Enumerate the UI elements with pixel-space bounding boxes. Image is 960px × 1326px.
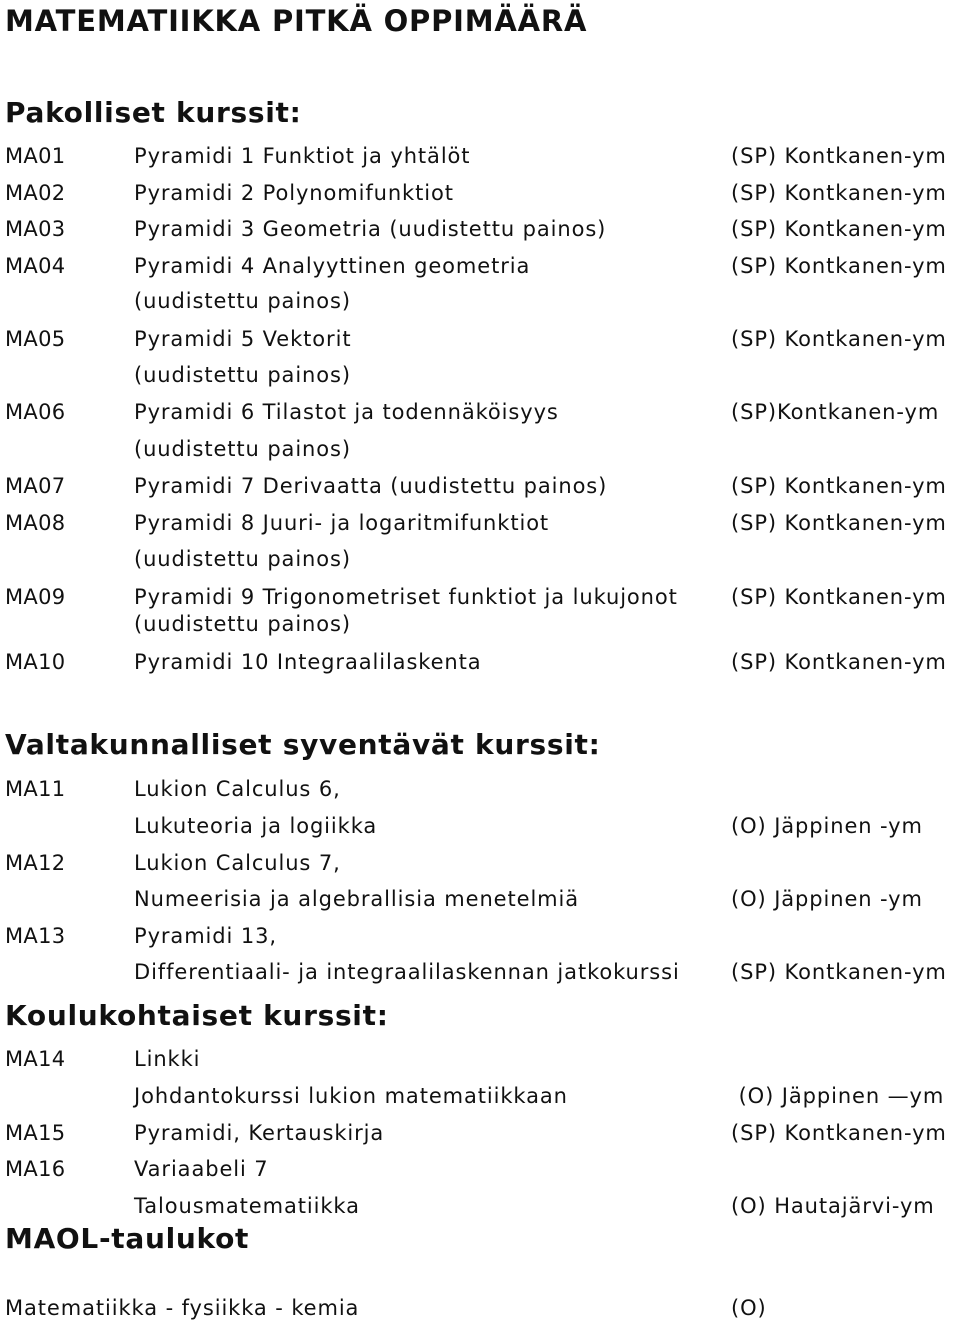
course-row-ma14-line2 <box>0 1083 960 1113</box>
course-publisher: (SP) Kontkanen-ym <box>731 474 947 498</box>
course-row-ma10 <box>0 649 960 679</box>
course-subtitle: Differentiaali- ja integraalilaskennan jatkokurssi <box>134 960 680 984</box>
course-subtitle: Johdantokurssi lukion matematiikkaan <box>134 1084 568 1108</box>
course-title: Pyramidi 10 Integraalilaskenta <box>134 650 482 674</box>
page-title: MATEMATIIKKA PITKÄ OPPIMÄÄRÄ <box>5 4 588 38</box>
course-publisher: (SP) Kontkanen-ym <box>731 254 947 278</box>
course-code: MA11 <box>5 777 66 801</box>
course-row-maol <box>0 1295 960 1325</box>
course-continuation: (uudistettu painos) <box>134 612 351 636</box>
course-subtitle: Talousmatematiikka <box>134 1194 360 1218</box>
course-row-ma11 <box>0 776 960 806</box>
course-title: Pyramidi, Kertauskirja <box>134 1121 385 1145</box>
course-code: MA07 <box>5 474 66 498</box>
course-row-ma06 <box>0 399 960 429</box>
course-publisher: (SP)Kontkanen-ym <box>731 400 940 424</box>
course-title: Pyramidi 6 Tilastot ja todennäköisyys <box>134 400 559 424</box>
course-code: MA05 <box>5 327 66 351</box>
course-code: MA09 <box>5 585 66 609</box>
course-publisher: (SP) Kontkanen-ym <box>731 217 947 241</box>
course-publisher: (O) Jäppinen -ym <box>731 814 923 838</box>
course-code: MA14 <box>5 1047 66 1071</box>
course-code: MA02 <box>5 181 66 205</box>
course-publisher: (SP) Kontkanen-ym <box>731 144 947 168</box>
section-heading-valtakunnalliset: Valtakunnalliset syventävät kurssit: <box>5 728 601 761</box>
course-publisher: (SP) Kontkanen-ym <box>731 585 947 609</box>
course-publisher: (SP) Kontkanen-ym <box>731 650 947 674</box>
course-title: Pyramidi 7 Derivaatta (uudistettu painos) <box>134 474 608 498</box>
course-title: Pyramidi 3 Geometria (uudistettu painos) <box>134 217 607 241</box>
course-continuation: (uudistettu painos) <box>134 437 351 461</box>
course-row-ma01 <box>0 143 960 173</box>
course-code: MA15 <box>5 1121 66 1145</box>
course-title: Lukion Calculus 6, <box>134 777 341 801</box>
course-code: MA01 <box>5 144 66 168</box>
course-row-ma09 <box>0 584 960 614</box>
course-row-ma16-line2 <box>0 1193 960 1223</box>
course-title: Linkki <box>134 1047 201 1071</box>
course-row-ma13-line2 <box>0 959 960 989</box>
course-title: Pyramidi 13, <box>134 924 277 948</box>
course-row-ma07 <box>0 473 960 503</box>
course-row-ma04 <box>0 253 960 283</box>
course-row-ma15 <box>0 1120 960 1150</box>
course-publisher: (O) Hautajärvi-ym <box>731 1194 935 1218</box>
course-title: Pyramidi 4 Analyyttinen geometria <box>134 254 531 278</box>
course-publisher: (SP) Kontkanen-ym <box>731 511 947 535</box>
course-title: Pyramidi 1 Funktiot ja yhtälöt <box>134 144 471 168</box>
course-subtitle: Numeerisia ja algebrallisia menetelmiä <box>134 887 580 911</box>
section-heading-maol: MAOL-taulukot <box>5 1222 250 1255</box>
course-code: MA16 <box>5 1157 66 1181</box>
course-row-ma11-line2 <box>0 813 960 843</box>
section-heading-pakolliset: Pakolliset kurssit: <box>5 96 302 129</box>
course-continuation: (uudistettu painos) <box>134 363 351 387</box>
course-publisher: (SP) Kontkanen-ym <box>731 181 947 205</box>
course-title: Pyramidi 5 Vektorit <box>134 327 352 351</box>
section-heading-koulukohtaiset: Koulukohtaiset kurssit: <box>5 999 389 1032</box>
course-row-ma12-line2 <box>0 886 960 916</box>
course-publisher: (SP) Kontkanen-ym <box>731 960 947 984</box>
course-continuation: (uudistettu painos) <box>134 289 351 313</box>
course-row-ma16 <box>0 1156 960 1186</box>
course-code: MA03 <box>5 217 66 241</box>
course-title: Pyramidi 2 Polynomifunktiot <box>134 181 454 205</box>
course-row-ma02 <box>0 180 960 210</box>
course-code: MA04 <box>5 254 66 278</box>
course-publisher: (O) <box>731 1296 767 1320</box>
course-title: Variaabeli 7 <box>134 1157 269 1181</box>
course-publisher: (O) Jäppinen -ym <box>731 887 923 911</box>
course-title: Pyramidi 8 Juuri- ja logaritmifunktiot <box>134 511 550 535</box>
course-title: Lukion Calculus 7, <box>134 851 341 875</box>
course-row-ma08 <box>0 510 960 540</box>
course-code: MA08 <box>5 511 66 535</box>
course-code: MA13 <box>5 924 66 948</box>
course-code: MA06 <box>5 400 66 424</box>
course-continuation: (uudistettu painos) <box>134 547 351 571</box>
course-subtitle: Lukuteoria ja logiikka <box>134 814 378 838</box>
course-title: Pyramidi 9 Trigonometriset funktiot ja lukujonot <box>134 585 678 609</box>
course-row-ma14 <box>0 1046 960 1076</box>
course-code: MA10 <box>5 650 66 674</box>
course-row-ma12 <box>0 850 960 880</box>
course-publisher: (SP) Kontkanen-ym <box>731 327 947 351</box>
course-title: Matematiikka - fysiikka - kemia <box>5 1296 360 1320</box>
course-publisher: (SP) Kontkanen-ym <box>731 1121 947 1145</box>
course-row-ma13 <box>0 923 960 953</box>
course-code: MA12 <box>5 851 66 875</box>
course-row-ma05 <box>0 326 960 356</box>
course-publisher: (O) Jäppinen —ym <box>731 1084 945 1108</box>
course-row-ma03 <box>0 216 960 246</box>
